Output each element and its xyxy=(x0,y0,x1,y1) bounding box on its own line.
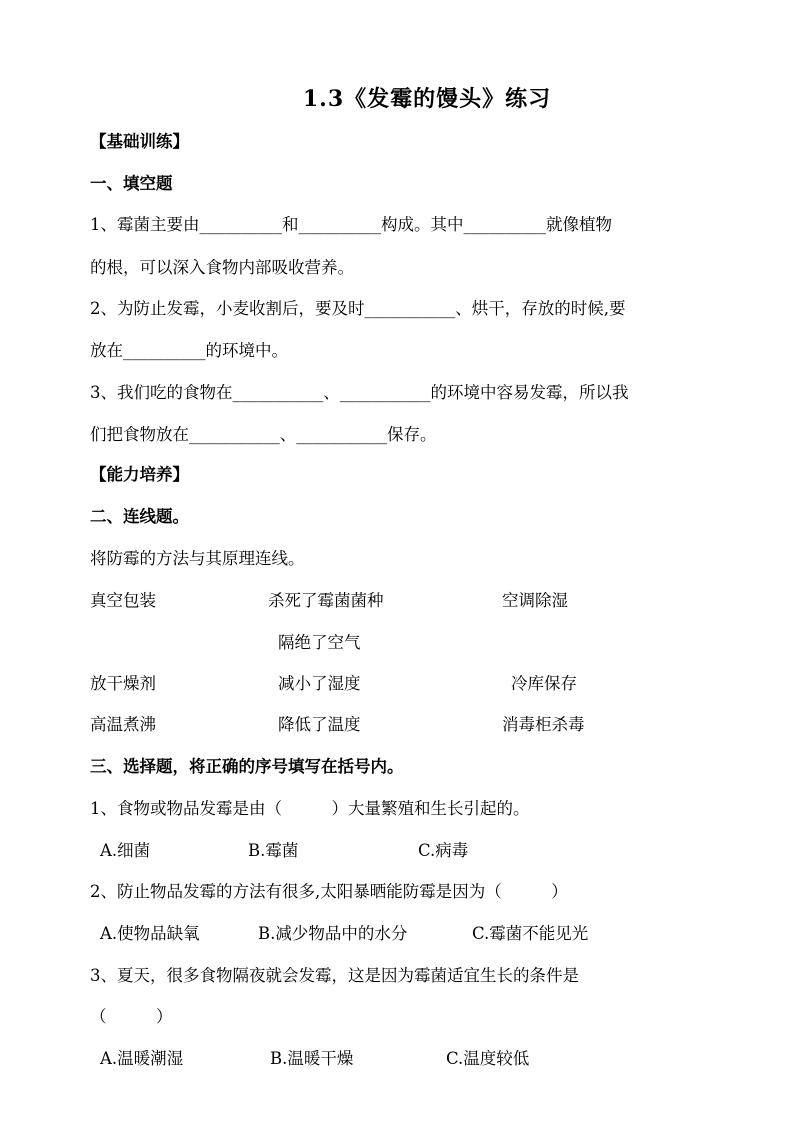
fill-in-heading: 一、填空题 xyxy=(90,174,173,193)
fill-question-1-line-2: 的根，可以深入食物内部吸收营养。 xyxy=(90,258,354,277)
choice-option: A.使物品缺氧 xyxy=(100,924,200,943)
match-middle-item: 杀死了霉菌菌种 xyxy=(268,591,384,610)
section-basic-training: 【基础训练】 xyxy=(90,132,189,151)
choice-question-3-line-2: （ ） xyxy=(90,1007,173,1026)
match-left-item: 真空包装 xyxy=(90,591,156,610)
choice-option: C.温度较低 xyxy=(446,1049,530,1068)
choice-option: C.霉菌不能见光 xyxy=(472,924,589,943)
choice-option: A.温暖潮湿 xyxy=(100,1049,184,1068)
choice-option: B.温暖干燥 xyxy=(270,1049,354,1068)
match-middle-item: 减小了湿度 xyxy=(278,674,361,693)
match-right-item: 空调除湿 xyxy=(502,591,568,610)
matching-instruction: 将防霉的方法与其原理连线。 xyxy=(90,549,305,568)
match-right-item: 冷库保存 xyxy=(511,674,577,693)
section-ability: 【能力培养】 xyxy=(90,465,189,484)
fill-question-3-line-2: 们把食物放在___________、___________保存。 xyxy=(90,425,437,444)
choice-option: A.细菌 xyxy=(100,841,151,860)
choice-option: B.霉菌 xyxy=(248,841,299,860)
fill-question-2-line-1: 2、为防止发霉，小麦收割后，要及时___________、烘干，存放的时候,要 xyxy=(90,299,626,318)
choice-question-3-line-1: 3、夏天，很多食物隔夜就会发霉，这是因为霉菌适宜生长的条件是 xyxy=(90,966,579,985)
page-title: 1.3《发霉的馒头》练习 xyxy=(302,86,552,112)
choice-heading: 三、选择题，将正确的序号填写在括号内。 xyxy=(90,757,404,776)
choice-option: B.减少物品中的水分 xyxy=(258,924,408,943)
choice-option: C.病毒 xyxy=(418,841,469,860)
match-middle-item: 降低了温度 xyxy=(278,715,361,734)
match-middle-item: 隔绝了空气 xyxy=(278,633,361,652)
choice-question-1: 1、食物或物品发霉是由（ ）大量繁殖和生长引起的。 xyxy=(90,799,530,818)
match-left-item: 放干燥剂 xyxy=(90,674,156,693)
fill-question-3-line-1: 3、我们吃的食物在___________、___________的环境中容易发霉，所以我 xyxy=(90,383,629,402)
choice-question-2: 2、防止物品发霉的方法有很多,太阳暴晒能防霉是因为（ ） xyxy=(90,882,568,901)
fill-question-1-line-1: 1、霉菌主要由__________和__________构成。其中__________就像植物 xyxy=(90,215,612,234)
match-right-item: 消毒柜杀毒 xyxy=(502,715,585,734)
match-left-item: 高温煮沸 xyxy=(90,715,156,734)
matching-heading: 二、连线题。 xyxy=(90,507,189,526)
fill-question-2-line-2: 放在__________的环境中。 xyxy=(90,341,288,360)
